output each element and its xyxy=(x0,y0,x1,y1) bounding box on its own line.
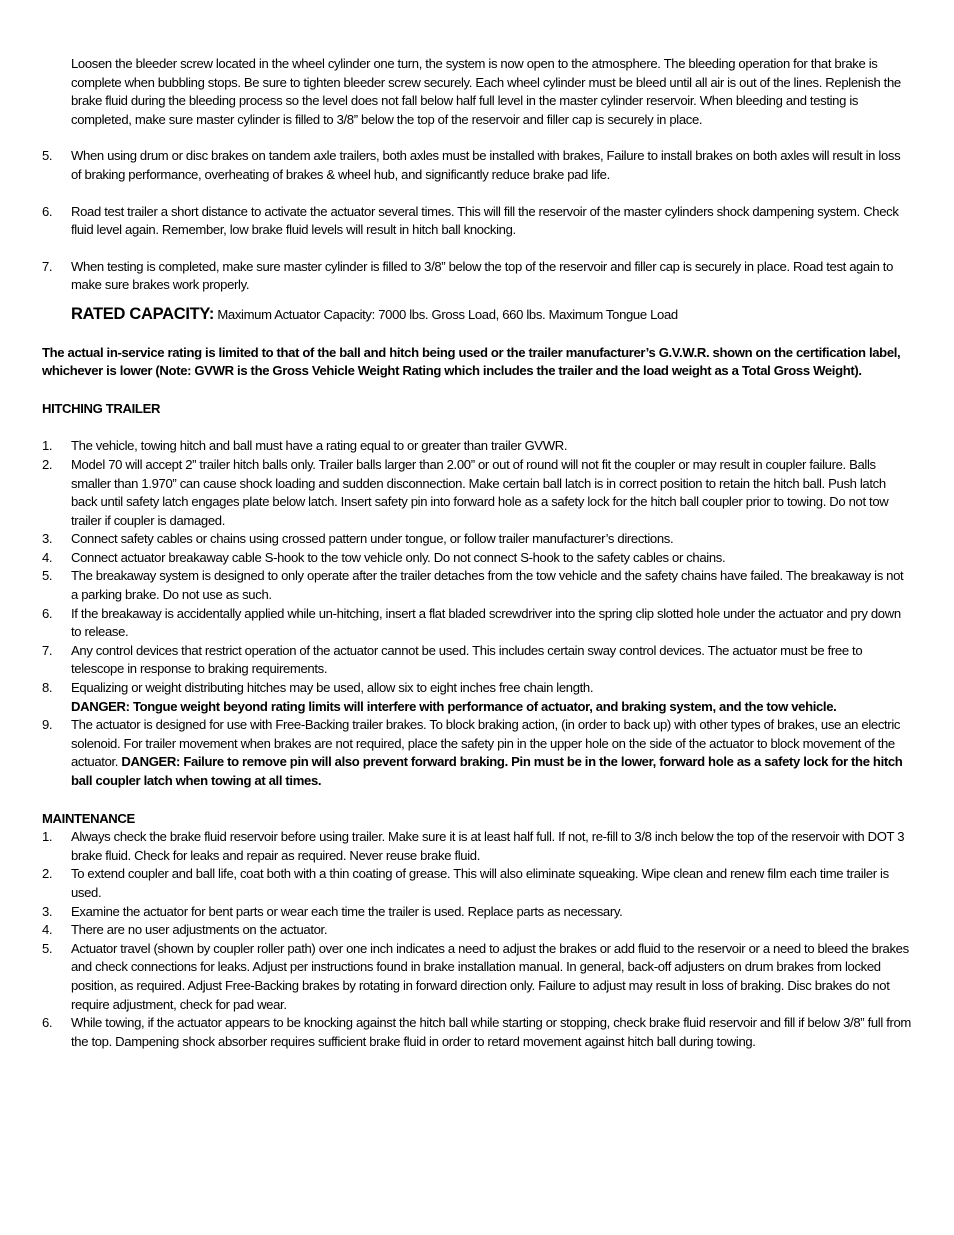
item-text: If the breakaway is accidentally applied while un-hitching, insert a flat bladed screwdriver into the spring clip slotted hole under the actuator and pry down to release. xyxy=(71,605,901,640)
list-item xyxy=(42,456,912,530)
bleeding-step xyxy=(42,258,912,295)
hitching-list xyxy=(42,437,912,790)
list-item xyxy=(42,642,912,679)
item-text: Model 70 will accept 2” trailer hitch balls only. Trailer balls larger than 2.00” or out of round will not fit the coupler or may result in coupler failure. Balls smaller than 1.970” can cause shock loading and sudden disconnection. Make certain ball latch is in correct position to retain the hitch ball. Push latch back until safety latch engages plate below latch. Insert safety pin into forward hole as a safety lock for the hitch ball coupler prior to towing. Do not tow trailer if coupler is damaged. xyxy=(71,456,889,528)
item-number: 9. xyxy=(42,717,53,733)
item-number: 4. xyxy=(42,549,53,565)
item-number: 5. xyxy=(42,568,53,584)
item-text: Actuator travel (shown by coupler roller path) over one inch indicates a need to adjust the brakes or add fluid to the reservoir or a need to bleed the brakes and check connections for leaks. Adjust per instructions found in brake installation manual. In general, back-off adjusters on drum brakes from locked position, as required. Adjust Free-Backing brakes by rotating in forward direction only. Failure to adjust may result in loss of braking. Disc brakes do not require adjustment, check for pad wear. xyxy=(71,940,909,1012)
list-item xyxy=(42,530,912,549)
item-text: Connect actuator breakaway cable S-hook to the tow vehicle only. Do not connect S-hook to the safety cables or chains. xyxy=(71,549,726,565)
item-number: 2. xyxy=(42,456,53,472)
step-text: When using drum or disc brakes on tandem axle trailers, both axles must be installed with brakes, Failure to install brakes on both axles will result in loss of braking performance, overheating of brakes & wheel hub, and significantly reduce brake pad life. xyxy=(71,148,901,182)
rating-notice: The actual in-service rating is limited to that of the ball and hitch being used or the trailer manufacturer’s G.V.W.R. shown on the certification label, whichever is lower (Note: GVWR is the Gross Vehicle Weight Rating which includes the trailer and the load weight as a Total Gross Weight). xyxy=(42,344,901,379)
rated-capacity xyxy=(42,305,912,325)
step-number: 6. xyxy=(42,203,53,219)
list-item xyxy=(42,828,912,865)
item-number: 6. xyxy=(42,1015,53,1031)
item-text: Connect safety cables or chains using crossed pattern under tongue, or follow trailer manufacturer’s directions. xyxy=(71,531,674,547)
list-item xyxy=(42,1014,912,1051)
danger-warning: DANGER: Tongue weight beyond rating limits will interfere with performance of actuator, and braking system, and the tow vehicle. xyxy=(71,698,837,714)
item-text: While towing, if the actuator appears to be knocking against the hitch ball while starting or stopping, check brake fluid reservoir and fill if below 3/8” full from the top. Dampening shock absorber requires sufficient brake fluid in order to retard movement against hitch ball during towing. xyxy=(71,1015,911,1049)
step-number: 5. xyxy=(42,148,53,164)
item-number: 8. xyxy=(42,680,53,696)
item-number: 1. xyxy=(42,438,53,454)
item-text: Examine the actuator for bent parts or wear each time the trailer is used. Replace parts as necessary. xyxy=(71,903,623,919)
item-text: Always check the brake fluid reservoir before using trailer. Make sure it is at least half full. If not, re-fill to 3/8 inch below the top of the reservoir with DOT 3 brake fluid. Check for leaks and repair as required. Never reuse brake fluid. xyxy=(71,829,905,863)
item-number: 1. xyxy=(42,829,53,845)
maintenance-heading: MAINTENANCE xyxy=(42,810,135,826)
item-number: 5. xyxy=(42,940,53,956)
item-number: 6. xyxy=(42,605,53,621)
item-text: The actuator is designed for use with Free-Backing trailer brakes. To block braking action, (in order to back up) with other types of brakes, use an electric solenoid. For trailer movement when brakes are not required, place the safety pin in the upper hole on the side of the actuator to block movement of the actuator. xyxy=(71,717,901,770)
list-item xyxy=(42,716,912,790)
step-text: When testing is completed, make sure master cylinder is filled to 3/8” below the top of the reservoir and filler cap is securely in place. Road test again to make sure brakes work properly. xyxy=(71,258,894,293)
step-text: Road test trailer a short distance to activate the actuator several times. This will fill the reservoir of the master cylinders shock dampening system. Check fluid level again. Remember, low brake fluid levels will result in hitch ball knocking. xyxy=(71,203,899,238)
list-item xyxy=(42,903,912,922)
hitching-heading: HITCHING TRAILER xyxy=(42,400,161,416)
item-number: 4. xyxy=(42,922,53,938)
maintenance-list xyxy=(42,828,912,1051)
rated-capacity-text: Maximum Actuator Capacity: 7000 lbs. Gross Load, 660 lbs. Maximum Tongue Load xyxy=(217,306,678,322)
danger-warning: DANGER: Failure to remove pin will also prevent forward braking. Pin must be in the lower, forward hole as a safety lock for the hitch ball coupler latch when towing at all times. xyxy=(71,754,903,788)
list-item xyxy=(42,921,912,940)
list-item xyxy=(42,549,912,568)
bleeding-step xyxy=(42,203,912,240)
item-text: There are no user adjustments on the actuator. xyxy=(71,922,328,938)
item-number: 2. xyxy=(42,866,53,882)
item-text: Any control devices that restrict operation of the actuator cannot be used. This includes certain sway control devices. The actuator must be free to telescope in response to braking requirements. xyxy=(71,642,863,677)
list-item xyxy=(42,940,912,1014)
item-text: Equalizing or weight distributing hitches may be used, allow six to eight inches free chain length. xyxy=(71,680,594,696)
step-number: 7. xyxy=(42,258,53,274)
bleeding-step xyxy=(42,147,912,184)
list-item xyxy=(42,679,912,716)
item-text: The breakaway system is designed to only operate after the trailer detaches from the tow vehicle and the safety chains have failed. The breakaway is not a parking brake. Do not use as such. xyxy=(71,568,904,603)
list-item xyxy=(42,605,912,642)
list-item xyxy=(42,865,912,902)
list-item xyxy=(42,437,912,456)
document-page xyxy=(42,55,912,1051)
item-number: 3. xyxy=(42,903,53,919)
item-number: 3. xyxy=(42,531,53,547)
list-item xyxy=(42,567,912,604)
intro-paragraph: Loosen the bleeder screw located in the wheel cylinder one turn, the system is now open to the atmosphere. The bleeding operation for that brake is complete when bubbling stops. Be sure to tighten bleeder screw securely. Each wheel cylinder must be bleed until all air is out of the lines. Replenish the brake fluid during the bleeding process so the level does not fall below half full level in the master cylinder reservoir. When bleeding and testing is completed, make sure master cylinder is filled to 3/8” below the top of the reservoir and filler cap is securely in place. xyxy=(71,56,901,127)
rated-capacity-label: RATED CAPACITY: xyxy=(71,304,215,323)
item-text: The vehicle, towing hitch and ball must have a rating equal to or greater than trailer GVWR. xyxy=(71,438,568,454)
item-text: To extend coupler and ball life, coat both with a thin coating of grease. This will also eliminate squeaking. Wipe clean and renew film each time trailer is used. xyxy=(71,866,889,900)
item-number: 7. xyxy=(42,642,53,658)
